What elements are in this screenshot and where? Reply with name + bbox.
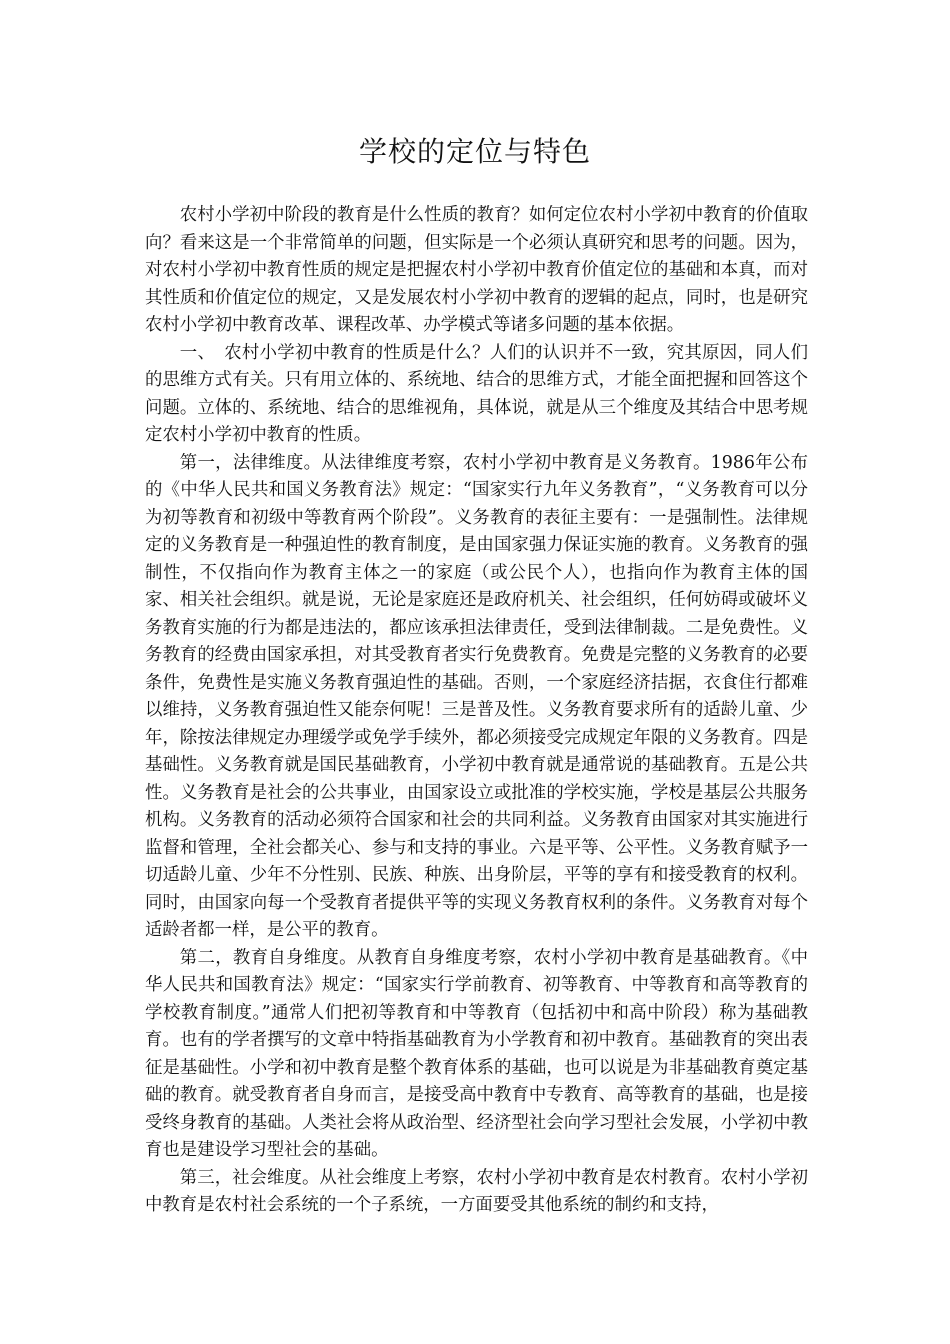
paragraph-social-dimension: 第三，社会维度。从社会维度上考察，农村小学初中教育是农村教育。农村小学初中教育是农村社会系统的一个子系统，一方面要受其他系统的制约和支持， (145, 1167, 808, 1215)
paragraph-legal-dimension: 第一，法律维度。从法律维度考察，农村小学初中教育是义务教育。1986年公布的《中华人民共和国义务教育法》规定：“国家实行九年义务教育”，“义务教育可以分为初等教育和初级中等教育两个阶段”。义务教育的表征主要有：一是强制性。法律规定的义务教育是一种强迫性的教育制度，是由国家强力保证实施的教育。义务教育的强制性，不仅指向作为教育主体之一的家庭（或公民个人），也指向作为教育主体的国家、相关社会组织。就是说，无论是家庭还是政府机关、社会组织，任何妨碍或破坏义务教育实施的行为都是违法的，都应该承担法律责任，受到法律制裁。二是免费性。义务教育的经费由国家承担，对其受教育者实行免费教育。免费是完整的义务教育的必要条件，免费性是实施义务教育强迫性的基础。否则，一个家庭经济拮据，衣食住行都难以维持，义务教育强迫性又能奈何呢！三是普及性。义务教育要求所有的适龄儿童、少年，除按法律规定办理缓学或免学手续外，都必须接受完成规定年限的义务教育。四是基础性。义务教育就是国民基础教育，小学初中教育就是通常说的基础教育。五是公共性。义务教育是社会的公共事业，由国家设立或批准的学校实施，学校是基层公共服务机构。义务教育的活动必须符合国家和社会的共同利益。义务教育由国家对其实施进行监督和管理，全社会都关心、参与和支持的事业。六是平等、公平性。义务教育赋予一切适龄儿童、少年不分性别、民族、种族、出身阶层，平等的享有和接受教育的权利。同时，由国家向每一个受教育者提供平等的实现义务教育权利的条件。义务教育对每个适龄者都一样，是公平的教育。 (145, 452, 808, 940)
paragraph-intro: 农村小学初中阶段的教育是什么性质的教育？如何定位农村小学初中教育的价值取向？看来这是一个非常简单的问题，但实际是一个必须认真研究和思考的问题。因为，对农村小学初中教育性质的规定是把握农村小学初中教育价值定位的基础和本真，而对其性质和价值定位的规定，又是发展农村小学初中教育的逻辑的起点，同时，也是研究农村小学初中教育改革、课程改革、办学模式等诸多问题的基本依据。 (145, 205, 808, 335)
paragraph-section-one: 一、 农村小学初中教育的性质是什么？人们的认识并不一致，究其原因，同人们的思维方式有关。只有用立体的、系统地、结合的思维方式，才能全面把握和回答这个问题。立体的、系统地、结合的思维视角，具体说，就是从三个维度及其结合中思考规定农村小学初中教育的性质。 (145, 342, 808, 445)
document-body (145, 202, 808, 1220)
document-title: 学校的定位与特色 (358, 135, 591, 168)
paragraph-education-dimension: 第二，教育自身维度。从教育自身维度考察，农村小学初中教育是基础教育。《中华人民共和国教育法》规定：“国家实行学前教育、初等教育、中等教育和高等教育的学校教育制度。”通常人们把初等教育和中等教育（包括初中和高中阶段）称为基础教育。也有的学者撰写的文章中特指基础教育为小学教育和初中教育。基础教育的突出表征是基础性。小学和初中教育是整个教育体系的基础，也可以说是为非基础教育奠定基础的教育。就受教育者自身而言，是接受高中教育中专教育、高等教育的基础，也是接受终身教育的基础。人类社会将从政治型、经济型社会向学习型社会发展，小学初中教育也是建设学习型社会的基础。 (145, 947, 808, 1160)
